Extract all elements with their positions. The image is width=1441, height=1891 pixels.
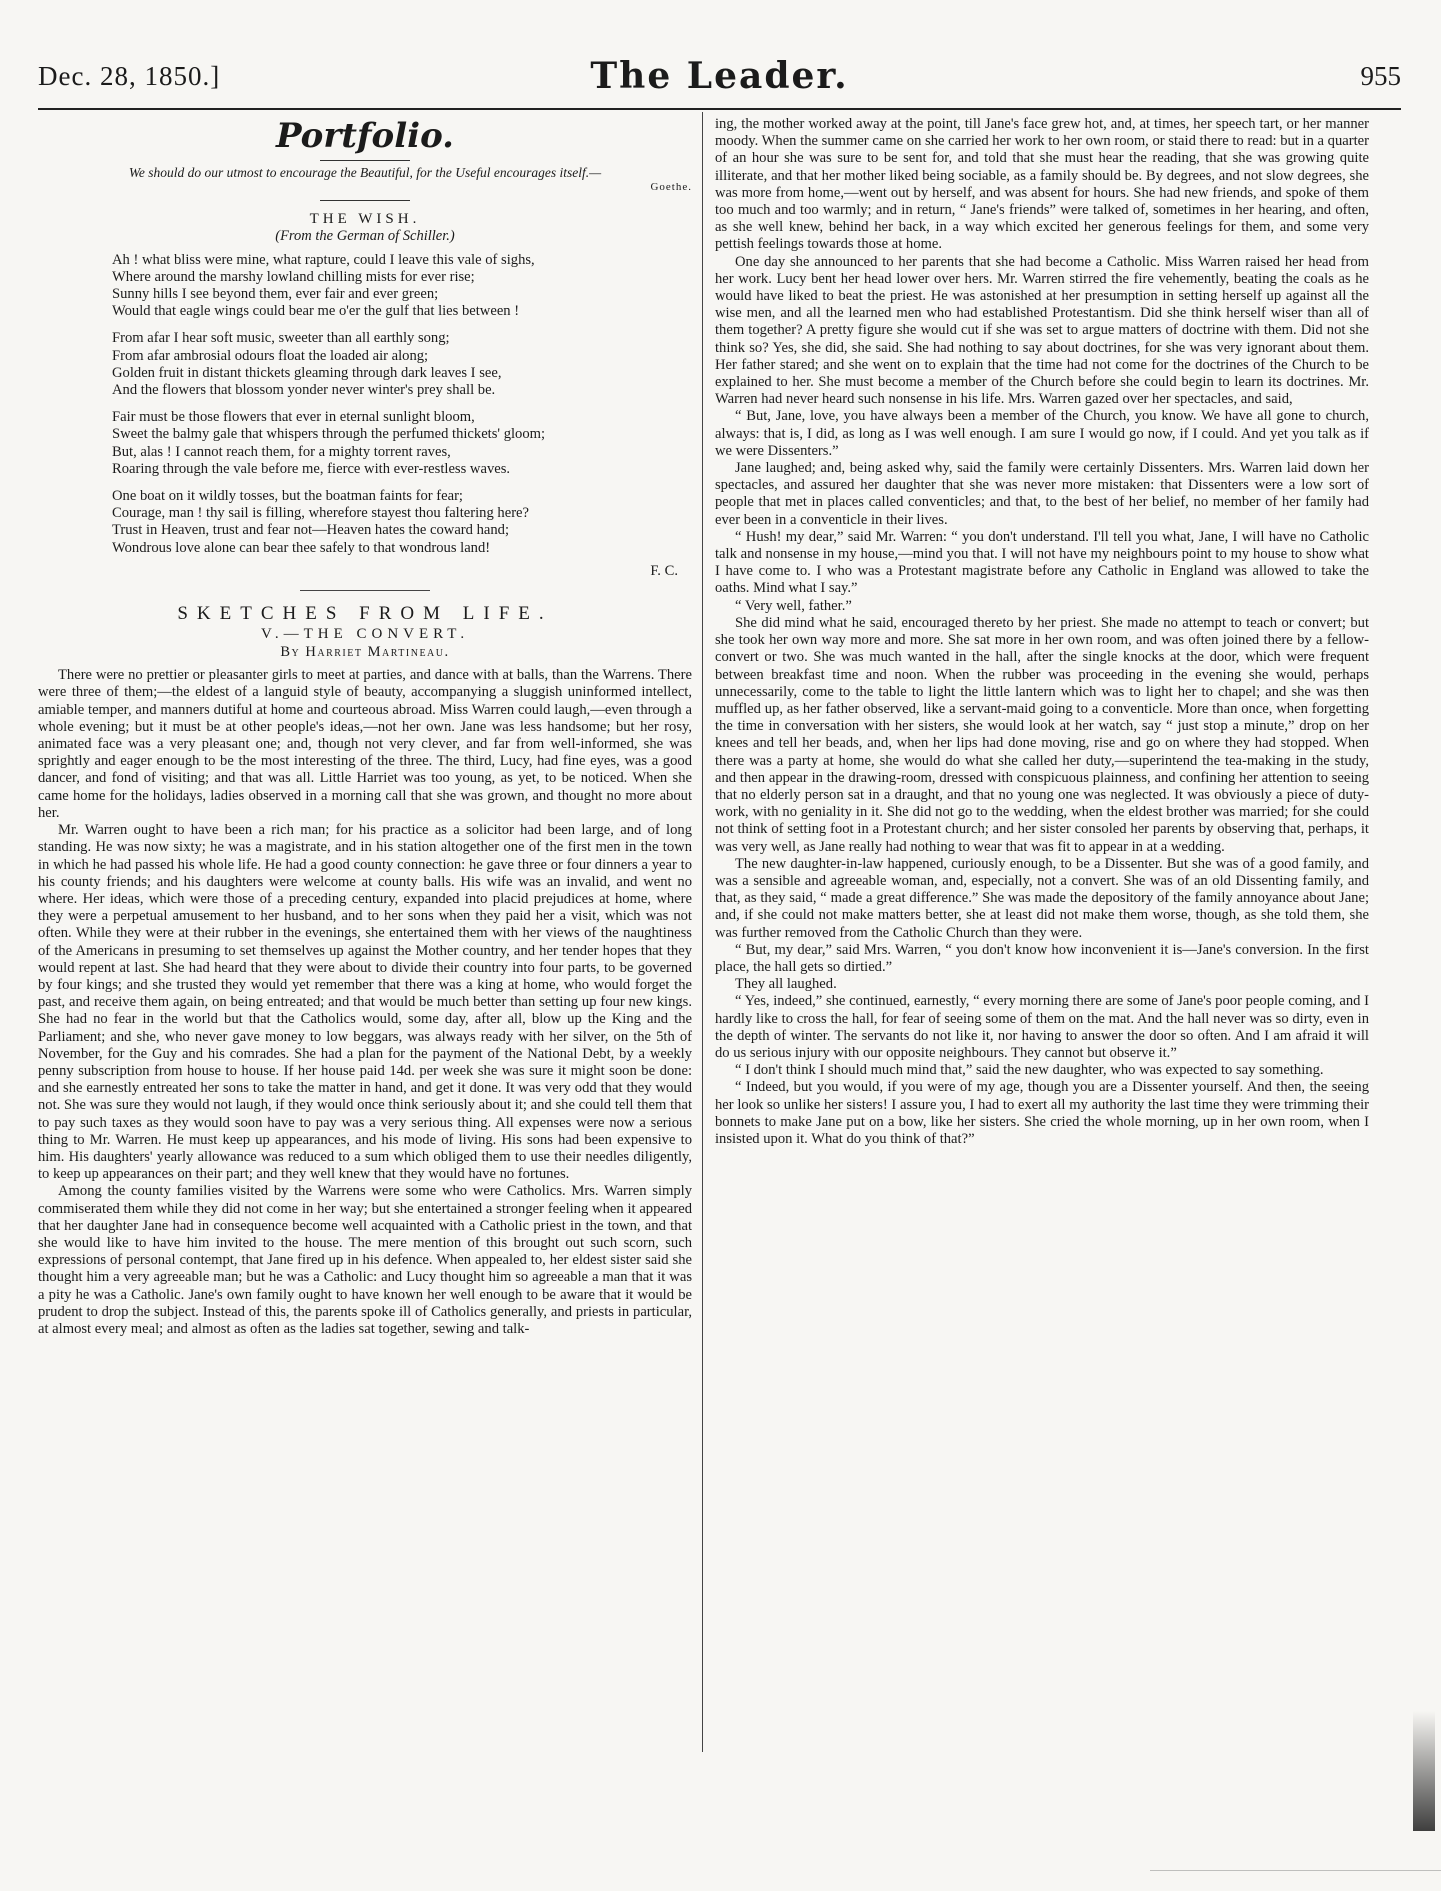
article-paragraph: One day she announced to her parents that she had become a Catholic. Miss Warren raised her head from her work. Lucy bent her head lower over hers. Mr. Warren stirred the fire vehemently, beating the coals as he would have liked to beat the priest. He was astonished at her presumption in setting herself up against all the wise men, and all the learned men who had established Protestantism. Did she think herself wiser than all of them together? A pretty figure she would cut if she was set to argue matters of doctrine with them. Did not she think so? Yes, she did, she said. She had nothing to say about doctrines, for she was very ignorant about them. Her father stared; and she went on to explain that the time had not come for the doctrines of the Church to be explained to her. She must become a member of the Church before she could begin to learn its doctrines. Mr. Warren had never heard such nonsense in his life. Mrs. Warren gazed over her spectacles, and said, bbox=[715, 253, 1369, 408]
article-paragraph: ing, the mother worked away at the point, till Jane's face grew hot, and, at times, her speech tart, or her manner moody. When the summer came on she carried her work to her own room, or staid there to read: but in a quarter of an hour she was sure to be sent for, and told that she must hear the reading, that she was growing quite illiterate, and that her mother liked being sociable, as a family should be. By degrees, and not slow degrees, she was more from home,—went out by herself, and was absent for hours. She had new friends, and spoke of them too much and too warmly; and in return, “ Jane's friends” were talked of, sometimes in her hearing, and often, as she well knew, behind her back, in a way which excited her generous feelings for them, and some very pettish feelings towards those at home. bbox=[715, 116, 1369, 253]
section-rule bbox=[300, 590, 430, 591]
article-paragraph: The new daughter-in-law happened, curiously enough, to be a Dissenter. But she was of a good family, and was a sensible and agreeable woman, and, especially, not a convert. She was of an old Dissenting family, and that, as they said, “ made a great difference.” She was made the depository of the family annoyance about Jane; and, if she could not make matters better, she at least did not make them worse, though, as she told them, she was further removed from the Catholic Church than they were. bbox=[715, 855, 1369, 941]
sketch-title: SKETCHES FROM LIFE. bbox=[177, 603, 553, 625]
poem-stanza bbox=[112, 409, 692, 478]
poem-line: Sweet the balmy gale that whispers through the perfumed thickets' gloom; bbox=[112, 426, 546, 443]
poem-line: Fair must be those flowers that ever in eternal sunlight bloom, bbox=[112, 409, 475, 426]
scan-bottom-edge bbox=[1150, 1870, 1441, 1891]
article-paragraph: There were no prettier or pleasanter girls to meet at parties, and dance with at balls, than the Warrens. There were three of them;—the eldest of a languid style of beauty, accompanying a sluggish uninformed intellect, amiable temper, and manners dutiful at home and courteous abroad. Miss Warren could laugh,—even through a whole evening; but it must be at other people's ideas,—not her own. Jane was less handsome; but her rosy, animated face was a very pleasant one; and, though not very clever, and far from well-informed, she was sprightly and eager enough to be the most interesting of the three. The third, Lucy, had fine eyes, was a good dancer, and fond of visiting; and that was all. Little Harriet was too young, as yet, to be noticed. When she came home for the holidays, ladies observed in a morning call that she was grown, and thought no more about her. bbox=[38, 667, 692, 821]
poem-line: Roaring through the vale before me, fierce with ever-restless waves. bbox=[112, 460, 511, 477]
poem-stanza bbox=[112, 330, 692, 399]
article-paragraph: Jane laughed; and, being asked why, said the family were certainly Dissenters. Mrs. Warren laid down her spectacles, and assured her daughter that she was never more mistaken: that Dissenters were a low sort of people that met in places called conventicles; and that, to the best of her belief, no member of her family had ever been in a conventicle in their lives. bbox=[715, 460, 1369, 528]
article-paragraph: “ Yes, indeed,” she continued, earnestly, “ every morning there are some of Jane's poor people coming, and I hardly like to cross the hall, for fear of seeing some of them on the mat. And the hall never was so dirty, even in the depth of winter. The servants do not like it, nor having to answer the door so often. And I am afraid it will do us serious injury with our opposite neighbours. They cannot but observe it.” bbox=[715, 993, 1369, 1061]
portfolio-motto: We should do our utmost to encourage the Beautiful, for the Useful encourages itself.— bbox=[128, 165, 602, 180]
scan-edge-mark bbox=[1413, 1711, 1435, 1831]
left-column bbox=[38, 116, 692, 1338]
motto-attribution: Goethe. bbox=[650, 181, 692, 193]
article-paragraph: They all laughed. bbox=[735, 976, 837, 993]
page-number: 955 bbox=[1360, 61, 1401, 91]
poem-line: One boat on it wildly tosses, but the boatman faints for fear; bbox=[112, 488, 463, 505]
poem-line: Trust in Heaven, trust and fear not—Heaven hates the coward hand; bbox=[112, 522, 510, 539]
right-column bbox=[715, 116, 1369, 1148]
article-paragraph: “ Indeed, but you would, if you were of my age, though you are a Dissenter yourself. And then, the seeing her look so unlike her sisters! I assure you, I had to exert all my authority the last time they were trimming their bonnets to make Jane put on a bow, like her sisters. She cried the whole morning, up in her own room, when I insisted upon it. What do you think of that?” bbox=[715, 1079, 1369, 1147]
column-divider bbox=[702, 112, 703, 1752]
sketch-subtitle: V.—THE CONVERT. bbox=[260, 626, 470, 643]
poem-stanza bbox=[112, 488, 692, 557]
article-paragraph: Mr. Warren ought to have been a rich man; for his practice as a solicitor had been large, and of long standing. He was now sixty; he was a magistrate, and in his station altogether one of the first men in the town in which he had passed his whole life. He had a good county connection: he gave three or four dinners a year to his county friends; and his daughters were welcome at county balls. His wife was an invalid, and went no where. Her ideas, which were those of a preceding century, expanded into placid prejudices at home, where they were a perpetual amusement to her husband, and to her sons when they paid her a visit, which was not often. While they were at their rubber in the evenings, she entertained them with her views of the naughtiness of the Americans in presuming to set themselves up against the Mother country, and her tender hopes that they would repent at last. She had heard that they were about to divide their country into four parts, to be governed by four kings; and she trusted they would yet remember that there was a king at home, who would forget the past, and receive them again, on being entreated; and that would be much better than setting up four new kings. She had no fear in the world but that the Catholics would, some day, after all, blow up the King and the Parliament; and she, who never gave money to low beggars, was always ready with her silver, on the 5th of November, for the Guy and his comrades. She had a plan for the payment of the National Debt, by a weekly penny subscription from house to house. If her house paid 14d. per week she was sure it might soon be done: and she earnestly entreated her sons to take the matter in hand, and get it done. It was very odd that they would not. She was sure they would not laugh, if they would once think seriously about it; and she could tell them that to pay such taxes as they would soon have to pay was a very serious thing. All expenses were now a serious thing to Mr. Warren. He must keep up appearances, and his mode of living. His sons had been expensive to him. His daughters' yearly allowance was reduced to a sum which obliged them to use their needles diligently, to keep up appearances on their part; and they well knew that they would have no fortunes. bbox=[38, 822, 692, 1183]
article-paragraph: Among the county families visited by the Warrens were some who were Catholics. Mrs. Warren simply commiserated them while they did not come in her way; but she entertained a stronger feeling when it appeared that her daughter Jane had in consequence become well acquainted with a Catholic priest in the town, and that she would like to have him invited to the house. The mere mention of this brought out such scorn, such expressions of personal contempt, that Jane fired up in his defence. When appealed to, her eldest sister said she thought him a very agreeable man; but he was a Catholic: and Lucy thought him so agreeable a man that it was a pity he was a Catholic. Jane's own family ought to have known her well enough to be aware that it would be prudent to drop the subject. Instead of this, the parents spoke ill of Catholics generally, and priests in particular, at almost every meal; and almost as often as the ladies sat together, sewing and talk- bbox=[38, 1183, 692, 1337]
poem-line: Sunny hills I see beyond them, ever fair and ever green; bbox=[112, 286, 439, 303]
poem-line: Wondrous love alone can bear thee safely to that wondrous land! bbox=[112, 539, 491, 556]
article-paragraph: “ I don't think I should much mind that,” said the new daughter, who was expected to say something. bbox=[735, 1062, 1324, 1079]
portfolio-heading: Portfolio. bbox=[275, 116, 454, 156]
poem-line: From afar I hear soft music, sweeter than all earthly song; bbox=[112, 330, 450, 347]
poem-line: Would that eagle wings could bear me o'er the gulf that lies between ! bbox=[112, 303, 520, 320]
sketch-byline: By Harriet Martineau. bbox=[280, 644, 450, 661]
masthead-title: The Leader. bbox=[590, 55, 849, 97]
poem-line: But, alas ! I cannot reach them, for a mighty torrent raves, bbox=[112, 443, 451, 460]
poem-line: Golden fruit in distant thickets gleaming through dark leaves I see, bbox=[112, 364, 502, 381]
poem-line: From afar ambrosial odours float the loaded air along; bbox=[112, 347, 429, 364]
article-paragraph: “ Hush! my dear,” said Mr. Warren: “ you don't understand. I'll tell you what, Jane, I will have no Catholic talk and nonsense in my house,—mind you that. I will not have my neighbours point to my house to show what I have come to. I who was a Protestant magistrate before any Catholic in England was allowed to take the oaths. Mind what I say.” bbox=[715, 528, 1369, 597]
poem-title: THE WISH. bbox=[309, 211, 421, 228]
page-header bbox=[38, 55, 1401, 105]
poem-stanza bbox=[112, 252, 692, 321]
article-paragraph: “ But, Jane, love, you have always been a member of the Church, you know. We have all gone to church, always: that is, I did, as long as I was well enough. I am sure I would go now, if I could. And yet you talk as if we were Dissenters.” bbox=[715, 408, 1369, 459]
portfolio-rule bbox=[320, 160, 410, 161]
article-paragraph: She did mind what he said, encouraged thereto by her priest. She made no attempt to teach or convert; but she took her own way more and more. She sat more in her own room, and was often joined there by a fellow-convert or two. She was much wanted in the hall, after the single knocks at the door, which were frequent between breakfast time and noon. When the rubber was proceeding in the evening she would, perhaps unnecessarily, come to the table to light the little lantern which was to light her to chapel; and she was then muffled up, as her father observed, like a servant-maid going to a conventicle. More than once, when forgetting the time in conversation with her sisters, she would look at her watch, say “ just stop a minute,” drop on her knees and tell her beads, and, when her lips had done moving, rise and go on where they had stopped. When there was a party at home, she would do what she called her duty,—superintend the tea-making in the study, and then appear in the drawing-room, dressed with conspicuous plainness, and confining her attention to seeing that no elderly person sat in a draught, and that no young one was neglected. It was obviously a piece of duty-work, with no geniality in it. She did not go to the wedding, when the eldest brother was married; for she could not think of setting foot in a Protestant church; and her sister consoled her parents by observing that, perhaps, it was very well, as Jane really had nothing to wear that was fit to appear in at a wedding. bbox=[715, 614, 1369, 855]
poem-signature: F. C. bbox=[650, 562, 678, 579]
header-rule bbox=[38, 108, 1401, 110]
poem-line: Courage, man ! thy sail is filling, wherefore stayest thou faltering here? bbox=[112, 505, 530, 522]
motto-rule bbox=[320, 200, 410, 201]
poem-line: And the flowers that blossom yonder never winter's prey shall be. bbox=[112, 382, 496, 399]
poem-line: Ah ! what bliss were mine, what rapture, could I leave this vale of sighs, bbox=[112, 251, 535, 268]
article-paragraph: “ Very well, father.” bbox=[735, 597, 852, 614]
poem-line: Where around the marshy lowland chilling mists for ever rise; bbox=[112, 268, 475, 285]
poem-subtitle: (From the German of Schiller.) bbox=[275, 228, 455, 245]
issue-date: Dec. 28, 1850.] bbox=[38, 61, 221, 91]
article-paragraph: “ But, my dear,” said Mrs. Warren, “ you don't know how inconvenient it is—Jane's conversion. In the first place, the hall gets so dirtied.” bbox=[715, 941, 1369, 975]
